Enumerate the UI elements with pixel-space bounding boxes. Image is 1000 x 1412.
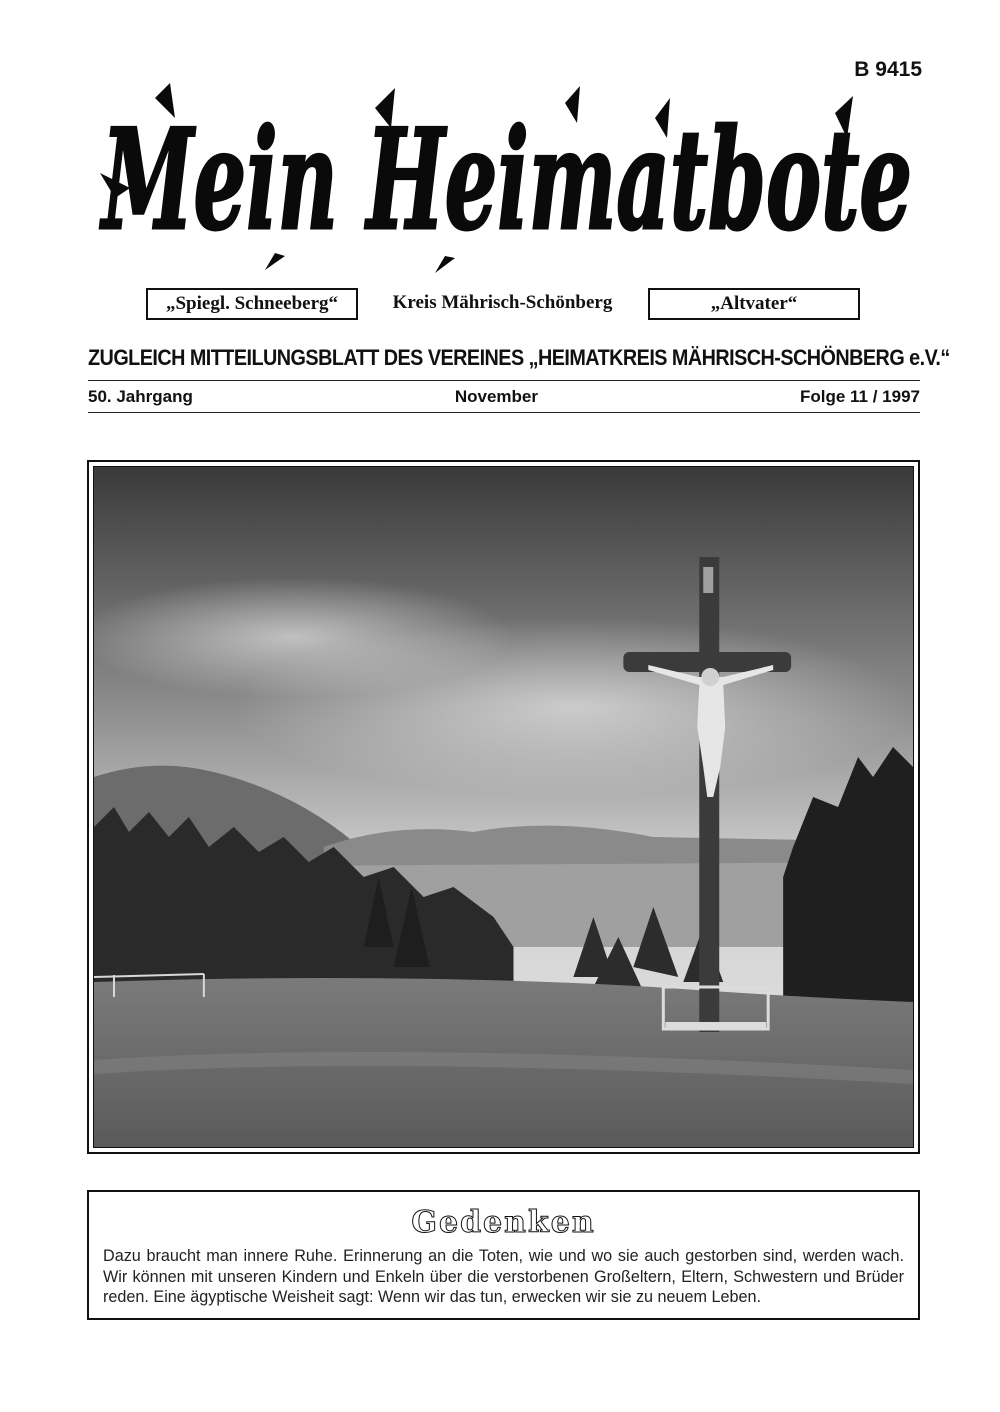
- gedenken-text: Dazu braucht man innere Ruhe. Erinnerung an die Toten, wie und wo sie auch gestorben sind, werden wach. Wir können mit unseren Kindern und Enkeln über die verstorbenen Großeltern, Eltern, Schwestern und Brüder reden. Eine ägyptische Weisheit sagt: Wenn wir das tun, erwecken wir sie zu neuem Leben.: [103, 1247, 904, 1306]
- gedenken-box: [87, 1190, 920, 1320]
- volume-label: 50. Jahrgang: [88, 387, 193, 406]
- issue-number: Folge 11 / 1997: [799, 387, 920, 406]
- newsletter-subtitle: ZUGLEICH MITTEILUNGSBLATT DES VEREINES „HEIMATKREIS MÄHRISCH-SCHÖNBERG e.V.“: [88, 345, 950, 370]
- issue-info-row: [88, 387, 920, 407]
- region-label-spieglitzer-schneeberg: „Spiegl. Schneeberg“: [146, 288, 358, 320]
- photo-illustration: [94, 467, 913, 1147]
- publication-code: B 9415: [854, 58, 922, 81]
- svg-text:Mein Heimatbote: Mein Heimatbote: [99, 98, 913, 261]
- masthead-logo: [95, 78, 920, 273]
- divider-top: [88, 380, 920, 381]
- gedenken-title: Gedenken: [411, 1205, 596, 1240]
- cover-photo-wayside-cross: [87, 460, 920, 1154]
- region-label-altvater: „Altvater“: [648, 288, 860, 320]
- issue-month: November: [454, 387, 538, 406]
- divider-bottom: [88, 412, 920, 413]
- district-label: Kreis Mährisch-Schönberg: [392, 292, 613, 313]
